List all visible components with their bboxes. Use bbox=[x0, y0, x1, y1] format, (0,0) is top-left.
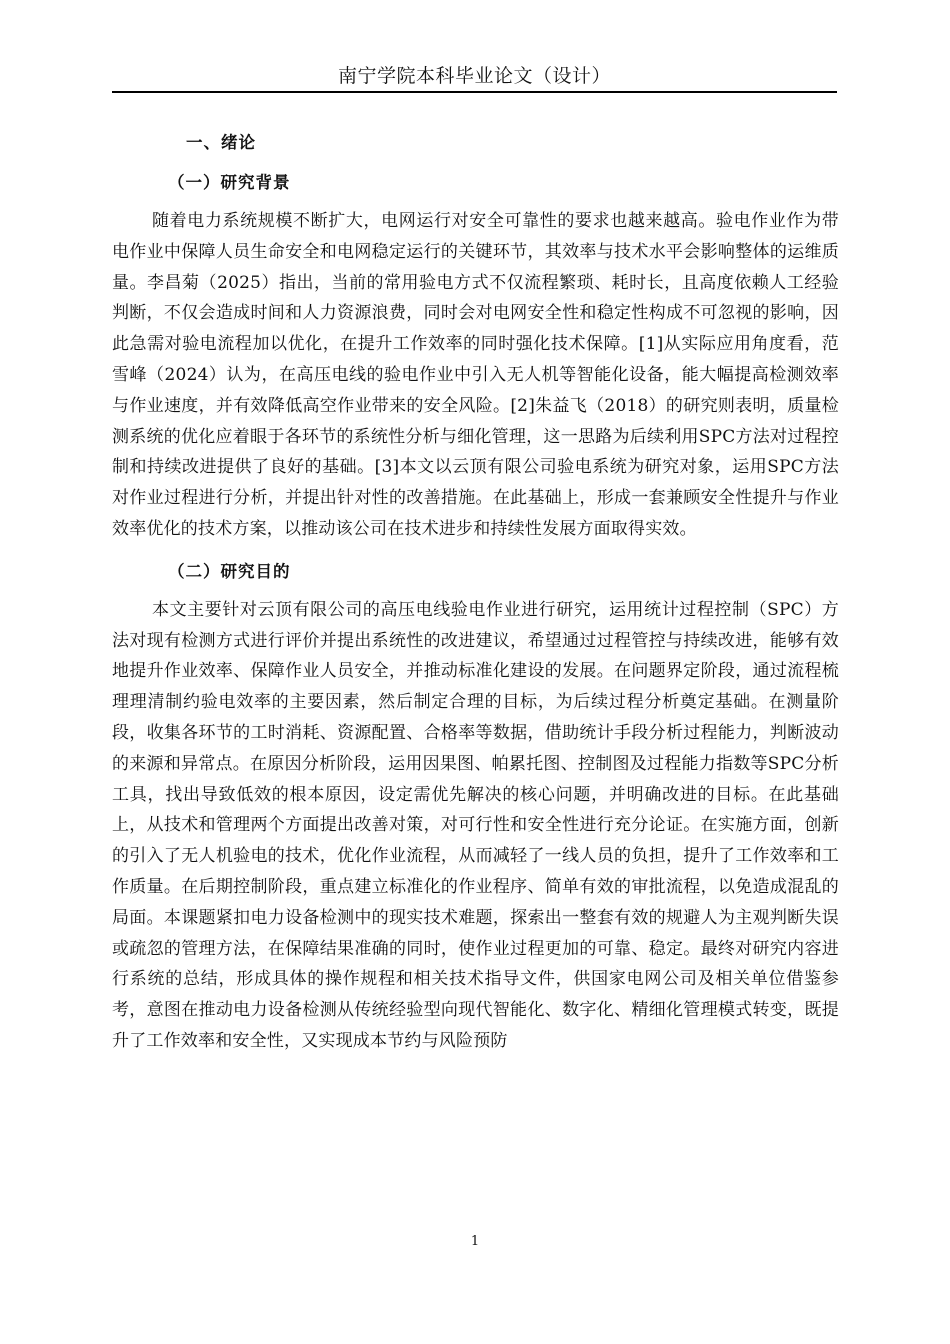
header-rule bbox=[112, 91, 837, 93]
section-title-purpose: （二）研究目的 bbox=[168, 561, 291, 581]
paragraph-background: 随着电力系统规模不断扩大，电网运行对安全可靠性的要求也越来越高。验电作业作为带电作业中保障人员生命安全和电网稳定运行的关键环节，其效率与技术水平会影响整体的运维质量。李昌菊（2025）指出，当前的常用验电方式不仅流程繁琐、耗时长，且高度依赖人工经验判断，不仅会造成时间和人力资源浪费，同时会对电网安全性和稳定性构成不可忽视的影响，因此急需对验电流程加以优化，在提升工作效率的同时强化技术保障。[1]从实际应用角度看，范雪峰（2024）认为，在高压电线的验电作业中引入无人机等智能化设备，能大幅提高检测效率与作业速度，并有效降低高空作业带来的安全风险。[2]朱益飞（2018）的研究则表明，质量检测系统的优化应着眼于各环节的系统性分析与细化管理，这一思路为后续利用SPC方法对过程控制和持续改进提供了良好的基础。[3]本文以云顶有限公司验电系统为研究对象，运用SPC方法对作业过程进行分析，并提出针对性的改善措施。在此基础上，形成一套兼顾安全性提升与作业效率优化的技术方案，以推动该公司在技术进步和持续性发展方面取得实效。 bbox=[112, 211, 839, 539]
section-title-background: （一）研究背景 bbox=[168, 173, 291, 192]
chapter-title: 一、绪论 bbox=[186, 133, 256, 152]
paragraph-purpose: 本文主要针对云顶有限公司的高压电线验电作业进行研究，运用统计过程控制（SPC）方法对现有检测方式进行评价并提出系统性的改进建议，希望通过过程管控与持续改进，能够有效地提升作业效率、保障作业人员安全，并推动标准化建设的发展。在问题界定阶段，通过流程梳理理清制约验电效率的主要因素，然后制定合理的目标，为后续过程分析奠定基础。在测量阶段，收集各环节的工时消耗、资源配置、合格率等数据，借助统计手段分析过程能力，判断波动的来源和异常点。在原因分析阶段，运用因果图、帕累托图、控制图及过程能力指数等SPC分析工具，找出导致低效的根本原因，设定需优先解决的核心问题，并明确改进的目标。在此基础上，从技术和管理两个方面提出改善对策，对可行性和安全性进行充分论证。在实施方面，创新的引入了无人机验电的技术，优化作业流程，从而减轻了一线人员的负担，提升了工作效率和工作质量。在后期控制阶段，重点建立标准化的作业程序、简单有效的审批流程，以免造成混乱的局面。本课题紧扣电力设备检测中的现实技术难题，探索出一整套有效的规避人为主观判断失误或疏忽的管理方法，在保障结果准确的同时，使作业过程更加的可靠、稳定。最终对研究内容进行系统的总结，形成具体的操作规程和相关技术指导文件，供国家电网公司及相关单位借鉴参考，意图在推动电力设备检测从传统经验型向现代智能化、数字化、精细化管理模式转变，既提升了工作效率和安全性，又实现成本节约与风险预防 bbox=[112, 599, 839, 1051]
running-header: 南宁学院本科毕业论文（设计） bbox=[337, 65, 611, 87]
page-number: 1 bbox=[470, 1234, 480, 1249]
page-body bbox=[112, 126, 839, 1057]
